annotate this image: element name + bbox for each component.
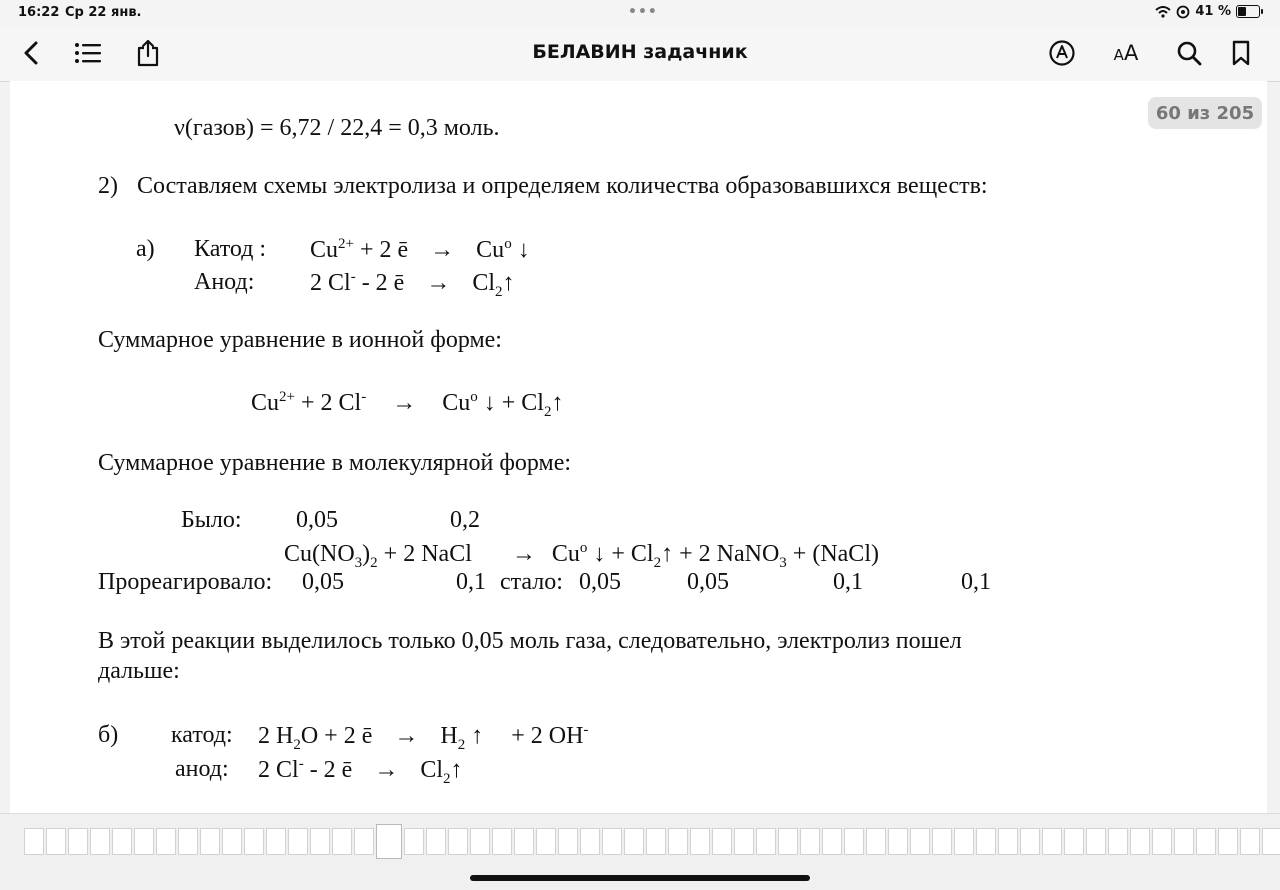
item-a-label: а) xyxy=(136,236,155,262)
page-thumbnail[interactable] xyxy=(536,828,556,855)
page-thumbnail[interactable] xyxy=(866,828,886,855)
became-value-cu: 0,05 xyxy=(579,569,621,595)
battery-fill xyxy=(1238,7,1246,16)
page-thumbnail[interactable] xyxy=(404,828,424,855)
page-thumbnail[interactable] xyxy=(1064,828,1084,855)
page-thumbnail[interactable] xyxy=(310,828,330,855)
ionic-heading: Суммарное уравнение в ионной форме: xyxy=(98,327,502,353)
thumbnail-list[interactable] xyxy=(24,828,1280,859)
page-thumbnail[interactable] xyxy=(200,828,220,855)
page-thumbnail[interactable] xyxy=(354,828,374,855)
text-size-icon: AA xyxy=(1113,41,1139,65)
wifi-icon xyxy=(1155,6,1171,18)
status-right xyxy=(1155,4,1260,19)
anode-2-label: анод: xyxy=(175,756,229,782)
became-label: стало: xyxy=(500,569,563,595)
page-thumbnail[interactable] xyxy=(332,828,352,855)
ionic-equation: $Cu^{2+} + 2$ $Cl^- \to Cu^o$ ↓ + $Cl_2↑$ xyxy=(251,389,564,420)
cathode-equation: $Cu^{2+} + 2$ ē → $Cu^o$ ↓ xyxy=(310,236,530,263)
page-thumbnail[interactable] xyxy=(602,828,622,855)
home-indicator[interactable] xyxy=(470,875,810,881)
status-time: 16:22 xyxy=(18,5,60,20)
was-value-nacl: 0,2 xyxy=(450,507,480,533)
battery-percent: 41 % xyxy=(1195,4,1231,19)
page-thumbnail[interactable] xyxy=(690,828,710,855)
molecular-equation: $Cu(NO_3)_2 + 2$ NaCl → $Cu^o$ ↓ + $Cl_2↑ + 2$ NaNO$_3$ + (NaCl) xyxy=(284,540,879,571)
reacted-value-nacl: 0,1 xyxy=(456,569,486,595)
page-thumbnail[interactable] xyxy=(998,828,1018,855)
page-thumbnail[interactable] xyxy=(46,828,66,855)
became-value-nano3: 0,1 xyxy=(833,569,863,595)
page-thumbnail[interactable] xyxy=(1108,828,1128,855)
page-thumbnail[interactable] xyxy=(112,828,132,855)
page-thumbnail[interactable] xyxy=(514,828,534,855)
became-value-cl2: 0,05 xyxy=(687,569,729,595)
page-thumbnail[interactable] xyxy=(1130,828,1150,855)
page-thumbnail[interactable] xyxy=(1218,828,1238,855)
page-thumbnail[interactable] xyxy=(1174,828,1194,855)
multitasking-dots-icon[interactable]: ••• xyxy=(628,4,658,20)
page-thumbnail[interactable] xyxy=(932,828,952,855)
page-thumbnail[interactable] xyxy=(954,828,974,855)
status-date: Ср 22 янв. xyxy=(65,5,142,20)
gas-amount-line: ν(газов) = 6,72 / 22,4 = 0,3 моль. xyxy=(174,115,500,141)
page-thumbnail[interactable] xyxy=(492,828,512,855)
page-thumbnail[interactable] xyxy=(68,828,88,855)
markup-icon xyxy=(1048,39,1076,67)
page-thumbnail[interactable] xyxy=(24,828,44,855)
current-page-thumbnail[interactable] xyxy=(376,824,402,859)
page-thumbnail[interactable] xyxy=(1042,828,1062,855)
page-thumbnail[interactable] xyxy=(1020,828,1040,855)
page-thumbnail[interactable] xyxy=(156,828,176,855)
page-thumbnail[interactable] xyxy=(1196,828,1216,855)
item-b-label: б) xyxy=(98,722,119,748)
search-icon xyxy=(1176,40,1202,66)
page-thumbnail[interactable] xyxy=(266,828,286,855)
page-thumbnail[interactable] xyxy=(976,828,996,855)
document-page[interactable] xyxy=(10,81,1267,813)
page-thumbnail[interactable] xyxy=(580,828,600,855)
step-2-text: Составляем схемы электролиза и определяем количества образовавшихся веществ: xyxy=(137,173,988,199)
search-button[interactable] xyxy=(1170,34,1208,72)
page-thumbnail[interactable] xyxy=(778,828,798,855)
page-thumbnail[interactable] xyxy=(646,828,666,855)
page-thumbnail[interactable] xyxy=(800,828,820,855)
screen-lock-icon xyxy=(1176,5,1190,19)
page-thumbnail[interactable] xyxy=(288,828,308,855)
step-2-number: 2) xyxy=(98,173,118,199)
paragraph-line-2: дальше: xyxy=(98,658,180,684)
was-value-cu-nitrate: 0,05 xyxy=(296,507,338,533)
page-thumbnail[interactable] xyxy=(822,828,842,855)
markup-button[interactable] xyxy=(1043,34,1081,72)
text-size-button[interactable] xyxy=(1106,34,1146,72)
page-thumbnail[interactable] xyxy=(910,828,930,855)
page-thumbnail[interactable] xyxy=(178,828,198,855)
page-thumbnail[interactable] xyxy=(624,828,644,855)
page-thumbnail[interactable] xyxy=(888,828,908,855)
page-thumbnail[interactable] xyxy=(712,828,732,855)
page-thumbnail[interactable] xyxy=(558,828,578,855)
page-thumbnail[interactable] xyxy=(668,828,688,855)
page-indicator: 60 из 205 xyxy=(1148,97,1262,129)
anode-label: Анод: xyxy=(194,269,255,295)
cathode-label: Катод : xyxy=(194,236,267,262)
navigation-bar xyxy=(0,26,1280,82)
page-thumbnail[interactable] xyxy=(1262,828,1280,855)
reacted-label: Прореагировало: xyxy=(98,569,273,595)
page-thumbnail[interactable] xyxy=(844,828,864,855)
became-value-nacl: 0,1 xyxy=(961,569,991,595)
page-thumbnail[interactable] xyxy=(244,828,264,855)
battery-icon xyxy=(1236,5,1260,18)
page-thumbnail[interactable] xyxy=(1086,828,1106,855)
bookmark-button[interactable] xyxy=(1222,34,1260,72)
anode-equation: 2 Cl- - 2 ē → $Cl_2↑$ xyxy=(310,269,515,300)
page-thumbnail[interactable] xyxy=(1240,828,1260,855)
reacted-value-cu-nitrate: 0,05 xyxy=(302,569,344,595)
page-thumbnail[interactable] xyxy=(734,828,754,855)
page-thumbnail[interactable] xyxy=(426,828,446,855)
status-bar xyxy=(0,0,1280,26)
was-label: Было: xyxy=(181,507,242,533)
cathode-2-label: катод: xyxy=(171,722,233,748)
cathode-2-equation: 2 $H_2O + 2$ ē → $H_2$ ↑ + 2 OH- xyxy=(258,722,589,753)
page-thumbnail[interactable] xyxy=(470,828,490,855)
document-title: БЕЛАВИН задачник xyxy=(532,41,748,63)
page-thumbnail[interactable] xyxy=(134,828,154,855)
page-thumbnail[interactable] xyxy=(1152,828,1172,855)
molecular-heading: Суммарное уравнение в молекулярной форме: xyxy=(98,450,572,476)
page-thumbnail[interactable] xyxy=(448,828,468,855)
page-thumbnail[interactable] xyxy=(222,828,242,855)
anode-2-equation: 2 Cl- - 2 ē → $Cl_2↑$ xyxy=(258,756,463,787)
paragraph-line-1: В этой реакции выделилось только 0,05 моль газа, следовательно, электролиз пошел xyxy=(98,628,962,654)
bookmark-icon xyxy=(1232,40,1250,66)
page-thumbnail[interactable] xyxy=(756,828,776,855)
page-thumbnail[interactable] xyxy=(90,828,110,855)
